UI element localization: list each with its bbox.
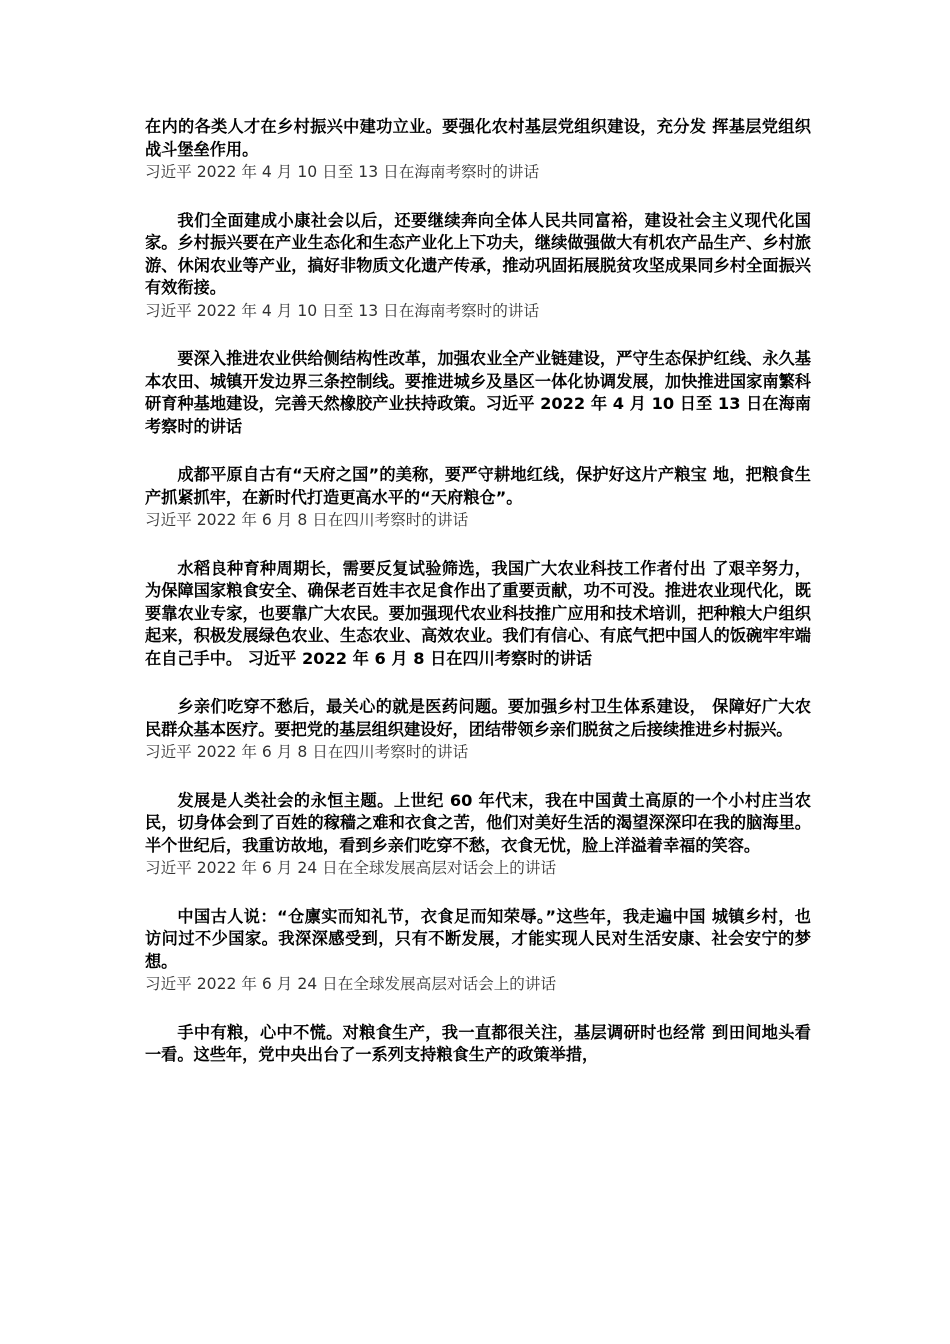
quote-block-4 xyxy=(145,464,811,532)
quote-block-9 xyxy=(145,1022,811,1067)
quote-block-2 xyxy=(145,210,811,323)
quote-block-5 xyxy=(145,558,811,671)
quote-text: 我们全面建成小康社会以后，还要继续奔向全体人民共同富裕，建设社会主义现代化国家。乡村振兴要在产业生态化和生态产业化上下功夫，继续做强做大有机农产品生产、乡村旅游、休闲农业等产业，搞好非物质文化遗产传承，推动巩固拓展脱贫攻坚成果同乡村全面振兴有效衔接。 xyxy=(145,210,811,297)
quote-text: 中国古人说：“仓廪实而知礼节，衣食足而知荣辱。”这些年，我走遍中国 城镇乡村，也访问过不少国家。我深深感受到，只有不断发展，才能实现人民对生活安康、社会安宁的梦想。 xyxy=(145,906,811,971)
quote-block-8 xyxy=(145,906,811,996)
quote-text: 发展是人类社会的永恒主题。上世纪 60 年代末，我在中国黄土高原的一个小村庄当农民，切身体会到了百姓的稼穑之难和衣食之苦，他们对美好生活的渴望深深印在我的脑海里。半个世纪后，我重访故地，看到乡亲们吃穿不愁，衣食无忧，脸上洋溢着幸福的笑容。 xyxy=(145,790,811,855)
quote-block-6 xyxy=(145,696,811,764)
document-page xyxy=(145,116,811,1093)
quote-source: 习近平 2022 年 4 月 10 日至 13 日在海南考察时的讲话 xyxy=(145,163,540,181)
quote-text: 要深入推进农业供给侧结构性改革，加强农业全产业链建设，严守生态保护红线、永久基本农田、城镇开发边界三条控制线。要推进城乡及垦区一体化协调发展，加快推进国家南繁科研育种基地建设，完善天然橡胶产业扶持政策。习近平 2022 年 4 月 10 日至 13 日在海南考察时的讲话 xyxy=(145,349,811,436)
quote-source: 习近平 2022 年 4 月 10 日至 13 日在海南考察时的讲话 xyxy=(145,301,540,320)
quote-block-3 xyxy=(145,348,811,438)
quote-text: 手中有粮，心中不慌。对粮食生产，我一直都很关注，基层调研时也经常 到田间地头看一看。这些年，党中央出台了一系列支持粮食生产的政策举措， xyxy=(145,1022,811,1064)
quote-source: 习近平 2022 年 6 月 24 日在全球发展高层对话会上的讲话 xyxy=(145,859,557,877)
quote-text: 水稻良种育种周期长，需要反复试验筛选，我国广大农业科技工作者付出 了艰辛努力，为保障国家粮食安全、确保老百姓丰衣足食作出了重要贡献，功不可没。推进农业现代化，既要靠农业专家，也要靠广大农民。要加强现代农业科技推广应用和技术培训，把种粮大户组织起来，积极发展绿色农业、生态农业、高效农业。我们有信心、有底气把中国人的饭碗牢牢端在自己手中。 习近平 2022 年 6 月 8 日在四川考察时的讲话 xyxy=(145,558,811,668)
quote-text: 成都平原自古有“天府之国”的美称，要严守耕地红线，保护好这片产粮宝 地，把粮食生产抓紧抓牢，在新时代打造更高水平的“天府粮仓”。 xyxy=(145,465,811,507)
quote-source: 习近平 2022 年 6 月 8 日在四川考察时的讲话 xyxy=(145,743,469,761)
quote-text: 在内的各类人才在乡村振兴中建功立业。要强化农村基层党组织建设，充分发 挥基层党组织战斗堡垒作用。 xyxy=(145,117,811,159)
quote-text: 乡亲们吃穿不愁后，最关心的就是医药问题。要加强乡村卫生体系建设， 保障好广大农民群众基本医疗。要把党的基层组织建设好，团结带领乡亲们脱贫之后接续推进乡村振兴。 xyxy=(145,697,811,739)
quote-source: 习近平 2022 年 6 月 24 日在全球发展高层对话会上的讲话 xyxy=(145,975,557,993)
quote-block-1 xyxy=(145,116,811,184)
quote-source: 习近平 2022 年 6 月 8 日在四川考察时的讲话 xyxy=(145,511,469,529)
quote-block-7 xyxy=(145,790,811,880)
